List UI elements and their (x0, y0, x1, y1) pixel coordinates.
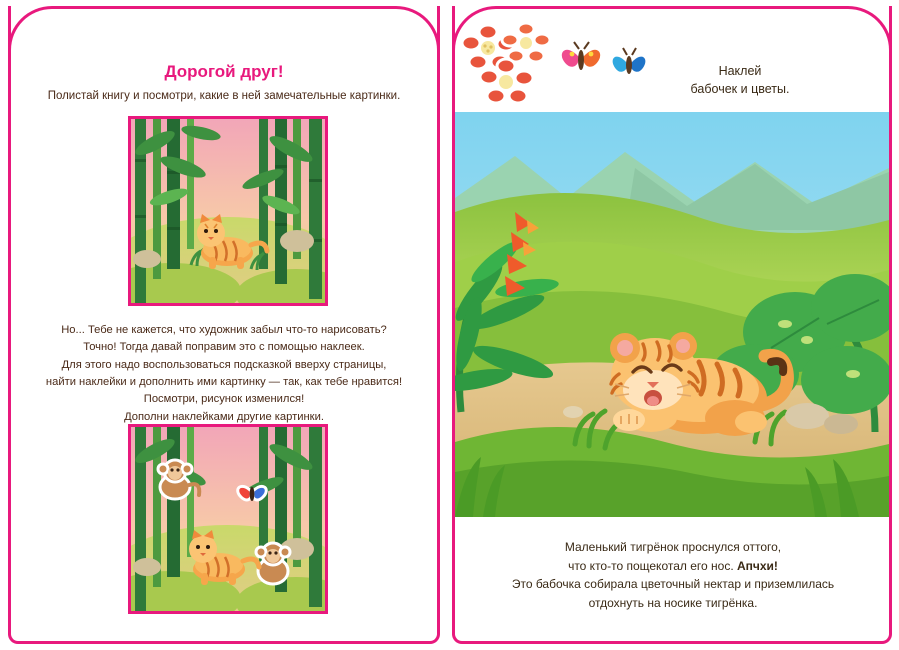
caption-line: отдохнуть на носике тигрёнка. (588, 595, 758, 610)
paragraph-line: Посмотри, рисунок изменился! (143, 393, 305, 406)
butterfly-sticker (238, 486, 267, 501)
flower-sticker (502, 23, 550, 62)
flower-sticker (480, 59, 533, 103)
caption-line: Маленький тигрёнок проснулся оттого, (564, 540, 782, 554)
paragraph-line: найти наклейки и дополнить ими картинку — так, как тебе нравится! (45, 376, 403, 389)
paragraph-line: Точно! Тогда давай поправим это с помощью наклеек. (83, 341, 365, 354)
instruction-line: Наклей (718, 64, 762, 78)
illustration-bamboo-tiger (128, 116, 328, 306)
caption-emphasis: Апчхи! (736, 558, 778, 573)
left-page-top-curve (8, 6, 440, 50)
butterfly-sticker (560, 42, 601, 70)
caption-line (460, 557, 886, 576)
page-title: Дорогой друг! (164, 62, 284, 81)
story-caption (460, 538, 886, 612)
caption-line: Это бабочка собирала цветочный нектар и приземлилась (511, 577, 835, 592)
page-subtitle: Полистай книгу и посмотри, какие в ней замечательные картинки. (47, 90, 401, 102)
monkey-sticker (256, 543, 290, 584)
illustration-sleeping-tiger (455, 112, 889, 517)
instruction-line: бабочек и цветы. (690, 82, 790, 97)
caption-text: что кто-то пощекотал его нос. (568, 558, 737, 573)
illustration-bamboo-tiger-with-stickers (128, 424, 328, 614)
paragraph-line: Для этого надо воспользоваться подсказкой вверху страницы, (61, 358, 387, 371)
sticker-instruction (640, 62, 840, 98)
instructions-paragraph (8, 322, 440, 426)
paragraph-line: Но... Тебе не кажется, что художник забыл что-то нарисовать? (61, 324, 387, 336)
paragraph-line: Дополни наклейками другие картинки. (124, 410, 324, 423)
